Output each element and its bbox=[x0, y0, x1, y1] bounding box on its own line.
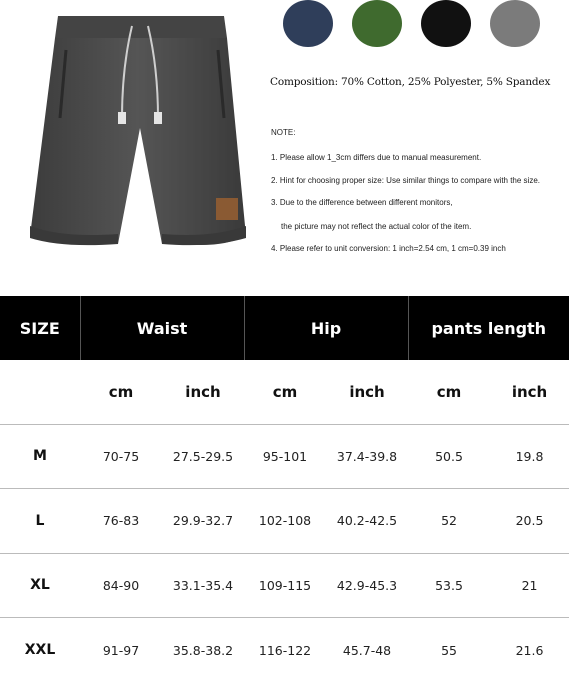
table-row bbox=[0, 554, 569, 618]
table-cell: 40.2-42.5 bbox=[336, 513, 398, 529]
header-waist: Waist bbox=[80, 296, 244, 360]
unit-label: cm bbox=[272, 382, 298, 401]
unit-label: cm bbox=[108, 382, 134, 401]
note-item: 2. Hint for choosing proper size: Use similar things to compare with the size. bbox=[271, 176, 541, 185]
swatch-army-green[interactable] bbox=[352, 0, 402, 47]
unit-label: inch bbox=[511, 382, 548, 401]
note-item: 4. Please refer to unit conversion: 1 inch=2.54 cm, 1 cm=0.39 inch bbox=[271, 244, 506, 253]
notes-title: NOTE: bbox=[271, 128, 296, 137]
composition-text: Composition: 70% Cotton, 25% Polyester, 5% Spandex bbox=[270, 76, 551, 88]
table-cell: 95-101 bbox=[262, 448, 308, 464]
unit-label: inch bbox=[185, 382, 221, 401]
table-cell: 35.8-38.2 bbox=[172, 642, 234, 658]
unit-row bbox=[0, 360, 569, 424]
color-swatches bbox=[283, 0, 569, 48]
table-cell: 29.9-32.7 bbox=[172, 513, 234, 529]
unit-label: inch bbox=[349, 382, 385, 401]
table-cell: 20.5 bbox=[515, 513, 544, 529]
table-cell: 42.9-45.3 bbox=[336, 577, 398, 593]
table-cell: 76-83 bbox=[102, 513, 140, 529]
swatch-navy[interactable] bbox=[283, 0, 333, 47]
table-cell: 45.7-48 bbox=[342, 642, 392, 658]
header-hip: Hip bbox=[244, 296, 408, 360]
table-row bbox=[0, 618, 569, 682]
table-cell: 102-108 bbox=[258, 513, 312, 529]
size-cell: XXL bbox=[24, 642, 56, 658]
table-cell: 53.5 bbox=[435, 577, 463, 593]
size-cell: M bbox=[33, 448, 47, 465]
table-cell: 27.5-29.5 bbox=[172, 448, 234, 464]
table-cell: 33.1-35.4 bbox=[172, 577, 234, 593]
header-pants-length: pants length bbox=[431, 318, 547, 338]
shorts-image bbox=[22, 8, 252, 250]
table-cell: 19.8 bbox=[515, 448, 544, 464]
table-header-row bbox=[0, 296, 569, 360]
table-row bbox=[0, 425, 569, 489]
table-cell: 50.5 bbox=[435, 448, 463, 464]
table-cell: 109-115 bbox=[258, 577, 312, 593]
table-row bbox=[0, 489, 569, 553]
note-item: 1. Please allow 1_3cm differs due to manual measurement. bbox=[271, 153, 482, 162]
product-photo bbox=[22, 8, 252, 250]
table-cell: 37.4-39.8 bbox=[336, 448, 398, 464]
table-cell: 21 bbox=[521, 577, 538, 593]
size-chart-table bbox=[0, 296, 569, 682]
table-cell: 21.6 bbox=[515, 642, 544, 658]
swatch-black[interactable] bbox=[421, 0, 471, 47]
table-cell: 70-75 bbox=[102, 448, 140, 464]
table-cell: 116-122 bbox=[258, 642, 312, 658]
table-cell: 55 bbox=[441, 642, 457, 658]
note-item: 3. Due to the difference between different monitors, bbox=[271, 198, 453, 207]
header-size: SIZE bbox=[0, 296, 80, 360]
unit-label: cm bbox=[436, 382, 462, 401]
swatch-gray[interactable] bbox=[490, 0, 540, 47]
table-cell: 84-90 bbox=[102, 577, 140, 593]
note-item: the picture may not reflect the actual color of the item. bbox=[281, 222, 472, 231]
size-cell: XL bbox=[30, 577, 50, 594]
size-cell: L bbox=[35, 512, 45, 529]
table-cell: 91-97 bbox=[102, 642, 140, 658]
table-cell: 52 bbox=[441, 513, 457, 529]
